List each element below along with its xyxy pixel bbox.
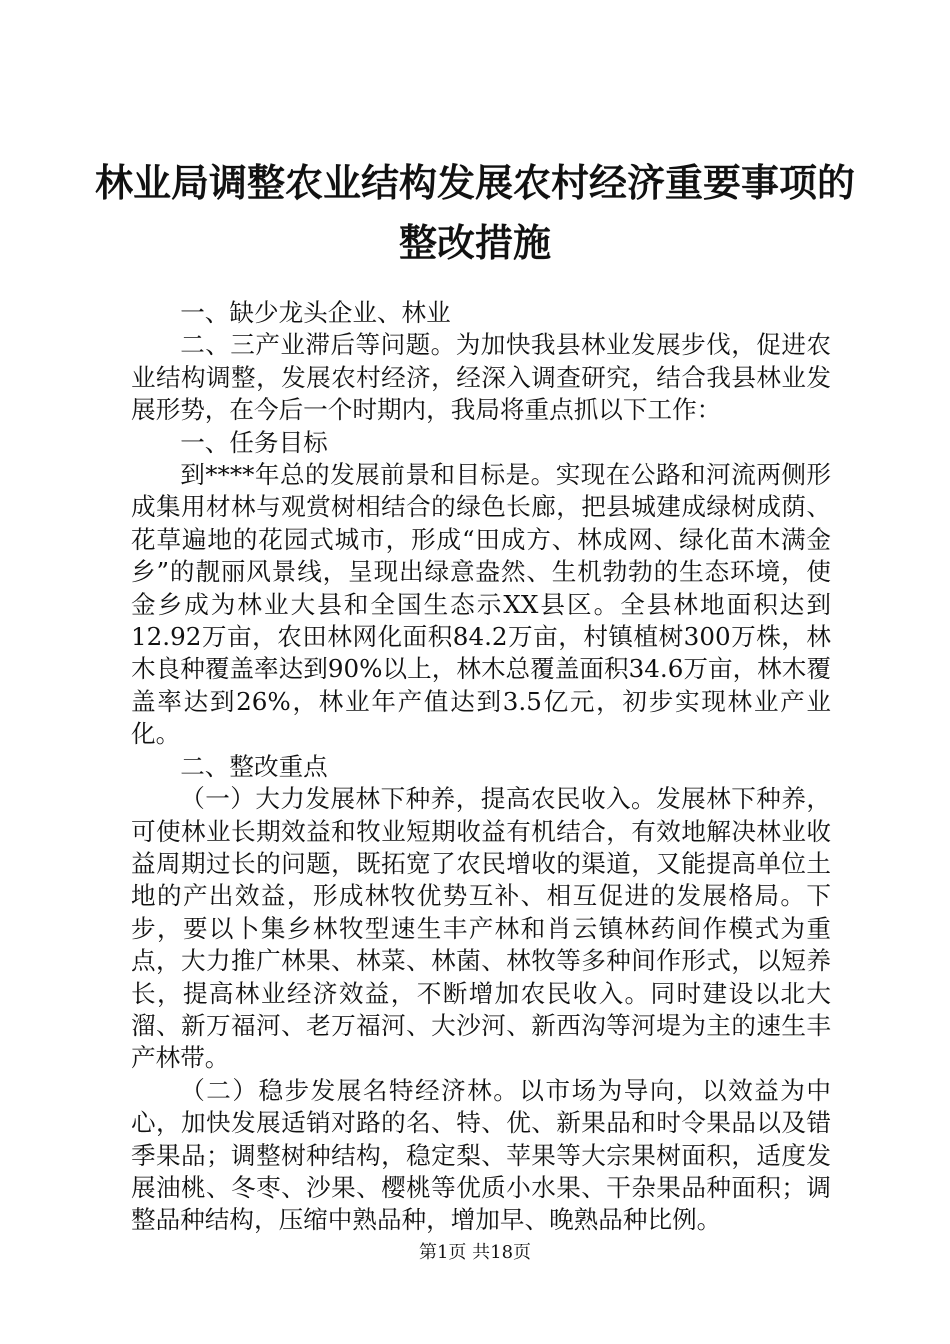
- document-body: [131, 297, 831, 1237]
- paragraph-goals: 到****年总的发展前景和目标是。实现在公路和河流两侧形成集用材林与观赏树相结合的绿色长廊，把县城建成绿树成荫、花草遍地的花园式城市，形成“田成方、林成网、绿化苗木满金乡”的靓丽风景线，呈现出绿意盎然、生机勃勃的生态环境，使金乡成为林业大县和全国生态示XX县区。全县林地面积达到12.92万亩，农田林网化面积84.2万亩，村镇植树300万株，林木良种覆盖率达到90%以上，林木总覆盖面积34.6万亩，林木覆盖率达到26%，林业年产值达到3.5亿元，初步实现林业产业化。: [131, 460, 831, 749]
- document-title-line-1: 林业局调整农业结构发展农村经济重要事项的: [94, 161, 855, 205]
- heading-lacking-enterprises: 一、缺少龙头企业、林业: [180, 298, 451, 327]
- paragraph-economic-forest: （二）稳步发展名特经济林。以市场为导向，以效益为中心，加快发展适销对路的名、特、优、新果品和时令果品以及错季果品；调整树种结构，稳定梨、苹果等大宗果树面积，适度发展油桃、冬枣、沙果、樱桃等优质小水果、干杂果品种面积；调整品种结构，压缩中熟品种，增加早、晚熟品种比例。: [131, 1075, 831, 1235]
- paragraph-forest-farming: （一）大力发展林下种养，提高农民收入。发展林下种养，可使林业长期效益和牧业短期收益有机结合，有效地解决林业收益周期过长的问题，既拓宽了农民增收的渠道，又能提高单位土地的产出效益，形成林牧优势互补、相互促进的发展格局。下步，要以卜集乡林牧型速生丰产林和肖云镇林药间作模式为重点，大力推广林果、林菜、林菌、林牧等多种间作形式，以短养长，提高林业经济效益，不断增加农民收入。同时建设以北大溜、新万福河、老万福河、大沙河、新西沟等河堤为主的速生丰产林带。: [131, 784, 831, 1073]
- heading-task-goals: 一、任务目标: [180, 427, 328, 457]
- page-footer: 第1页 共18页: [418, 1242, 532, 1263]
- heading-rectification-focus: 二、整改重点: [180, 751, 328, 781]
- document-title-line-2: 整改措施: [398, 221, 551, 265]
- paragraph-intro: 二、三产业滞后等问题。为加快我县林业发展步伐，促进农业结构调整，发展农村经济，经深入调查研究，结合我县林业发展形势，在今后一个时期内，我局将重点抓以下工作：: [131, 330, 831, 425]
